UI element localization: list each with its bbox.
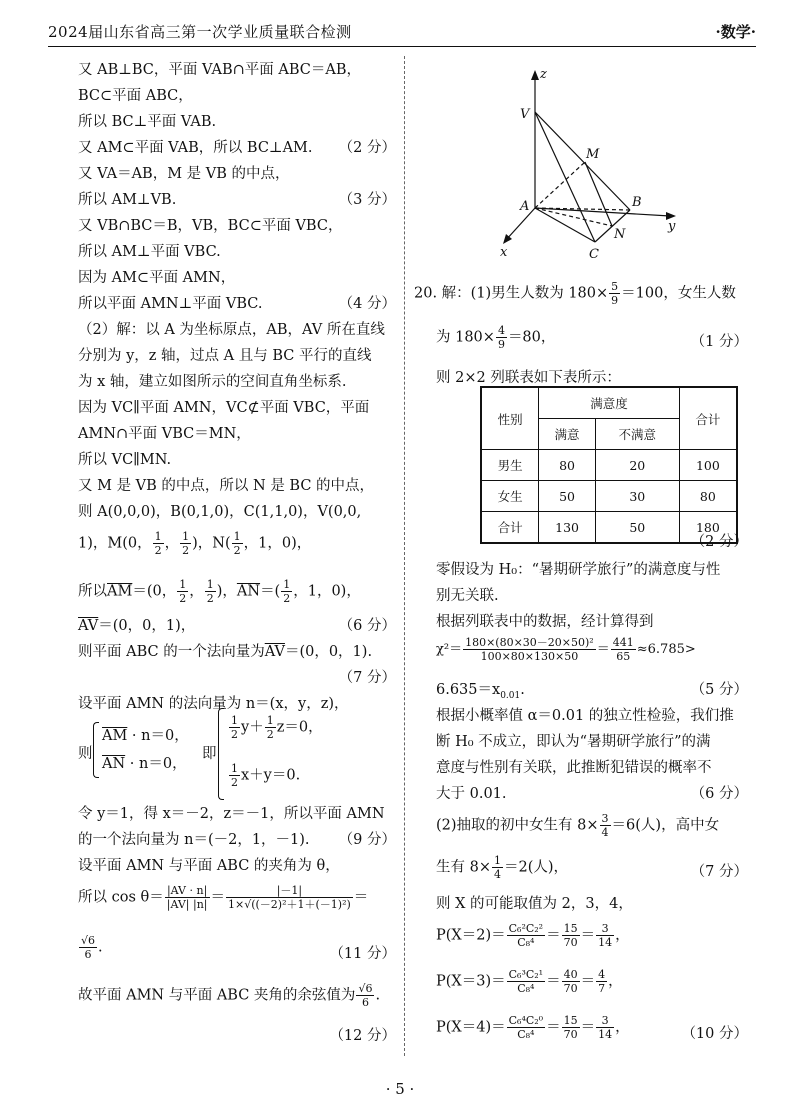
table-cell: 女生 [481, 481, 539, 512]
vector-am: $\overline{AM}$ [107, 583, 133, 600]
text-line: 又 M 是 VB 的中点，所以 N 是 BC 的中点， [78, 478, 375, 494]
score-mark: （7 分） [338, 670, 396, 686]
column-divider [404, 56, 405, 1056]
text-span: ＝( [260, 583, 281, 600]
fraction: $\frac{15}{70}$ [563, 1014, 578, 1041]
score-mark: （1 分） [690, 334, 748, 350]
score-mark: （6 分） [338, 618, 396, 634]
fraction: $\frac{\text{C₆³C₂¹}}{\text{C₈⁴}}$ [508, 968, 544, 995]
text-line: 又 VB∩BC＝B，VB，BC⊂平面 VBC， [78, 218, 343, 234]
fraction: $\frac{|-1|}{\text{1×√((－2)²＋1＋(－1)²)}}$ [228, 884, 351, 911]
equation [228, 714, 323, 741]
table-header: 合计 [679, 387, 737, 450]
figure-label: y [668, 219, 676, 234]
text-span: 所以 cos θ＝ [78, 889, 164, 906]
figure-label: A [520, 199, 530, 214]
table-cell: 180 [679, 512, 737, 544]
text-span: 即 [202, 746, 217, 762]
page-header [48, 18, 756, 47]
text-span: (0， [122, 535, 152, 552]
equation [228, 762, 300, 789]
text-line: AMN∩平面 VBC＝MN， [78, 426, 251, 442]
text-span: 20. 解：(1)男生人数为 180× [414, 285, 609, 302]
text-span: ， [189, 583, 204, 600]
text-span: . [375, 987, 381, 1004]
z-arrow [531, 70, 539, 80]
text-span: ＝ [546, 1019, 561, 1036]
text-line: 的一个法向量为 n＝(－2，1，－1). [78, 832, 310, 848]
table-cell: 30 [595, 481, 679, 512]
fraction-half: $\frac{1}{2}$ [179, 578, 187, 605]
table-row [481, 481, 737, 512]
table-cell: 20 [595, 450, 679, 481]
score-mark: （9 分） [338, 832, 396, 848]
equation [102, 724, 189, 745]
fraction-half: $\frac{1}{2}$ [233, 530, 241, 557]
text-line: 分别为 y，z 轴，过点 A 且与 BC 平行的直线 [78, 348, 372, 364]
contingency-table [480, 386, 738, 544]
text-span: ( [224, 535, 231, 552]
result-line [78, 934, 103, 961]
text-span: ，1，0)， [243, 535, 312, 552]
fraction: $\frac{\text{C₆²C₂²}}{\text{C₈⁴}}$ [508, 922, 544, 949]
text-line: 设平面 AMN 的法向量为 n＝(x，y，z)， [78, 696, 349, 712]
text-line [436, 854, 568, 881]
score-mark: （7 分） [690, 864, 748, 880]
text-line: BC⊂平面 ABC， [78, 88, 193, 104]
figure-label: N [614, 227, 626, 242]
text-line: 设平面 AMN 与平面 ABC 的夹角为 θ， [78, 858, 340, 874]
probability-line [436, 968, 623, 995]
table-cell: 合计 [481, 512, 539, 544]
text-line: 断 H₀ 不成立，即认为“暑期研学旅行”的满 [436, 734, 711, 750]
probability-line [436, 1014, 630, 1041]
fraction-half: $\frac{1}{2}$ [182, 530, 190, 557]
fraction-half: $\frac{1}{2}$ [231, 762, 238, 789]
fraction: $\frac{4}{7}$ [598, 968, 606, 995]
vector-an: $\overline{AN}$ [102, 756, 126, 772]
text-span: ＝80， [507, 329, 556, 346]
score-mark: （2 分） [690, 534, 748, 550]
vectors-line [78, 578, 361, 605]
text-span: ＝(0， [132, 583, 177, 600]
text-line: 根据小概率值 α＝0.01 的独立性检验，我们推 [436, 708, 734, 724]
text-line: （2）解：以 A 为坐标原点，AB，AV 所在直线 [78, 322, 385, 338]
text-line: 则 2×2 列联表如下表所示： [436, 370, 621, 386]
text-line: 大于 0.01. [436, 786, 507, 802]
text-span: (2)抽取的初中女生有 8× [436, 817, 599, 834]
fraction-half: $\frac{1}{2}$ [206, 578, 214, 605]
text-span: x＋y＝0. [241, 767, 301, 784]
fraction: $\frac{3}{14}$ [598, 922, 613, 949]
text-span: · n＝0， [125, 756, 187, 772]
fraction: $\frac{40}{70}$ [563, 968, 578, 995]
text-span: )， [216, 583, 237, 600]
figure-label: C [589, 247, 599, 260]
text-span: ＝100，女生人数 [621, 285, 736, 302]
text-line [414, 280, 736, 307]
text-span: 为 180× [436, 329, 495, 346]
text-span: ＝ [580, 973, 596, 990]
fraction-half: $\frac{1}{2}$ [283, 578, 291, 605]
fraction: $\frac{3}{14}$ [598, 1014, 613, 1041]
fraction: $\frac{|AV \cdot n|}{|AV| |n|}$ [166, 884, 208, 911]
fraction-sqrt6-6: $\frac{√6}{6}$ [358, 982, 373, 1009]
text-line: 意度与性别有关联，此推断犯错误的概率不 [436, 760, 712, 776]
brace [218, 708, 224, 800]
chi-square-formula [436, 636, 696, 663]
text-span: P(X＝4)＝ [436, 1019, 506, 1036]
fraction-half: $\frac{1}{2}$ [231, 714, 238, 741]
text-line [436, 812, 719, 839]
text-span: ＝ [596, 642, 610, 657]
table-header: 不满意 [595, 419, 679, 450]
coordinates-line [78, 530, 311, 557]
text-span: ＝(0，0，1)， [98, 618, 196, 634]
conclusion-line [78, 982, 380, 1009]
score-mark: （6 分） [690, 786, 748, 802]
fraction-half: $\frac{1}{2}$ [266, 714, 274, 741]
table-cell: 130 [539, 512, 596, 544]
page-number: · 5 · [385, 1080, 415, 1098]
header-subject: ·数学· [715, 23, 756, 41]
text-line: 又 AM⊂平面 VAB，所以 BC⊥AM. [78, 140, 313, 156]
equation [102, 752, 187, 773]
score-mark: （3 分） [338, 192, 396, 208]
vector-am: $\overline{AM}$ [102, 728, 128, 744]
text-line [436, 678, 525, 701]
fraction: $\frac{1}{4}$ [493, 854, 501, 881]
text-span: 则平面 ABC 的一个法向量为 [78, 644, 265, 660]
fraction: $\frac{\text{180×(80×30－20×50)²}}{100\times 80\times 130\times 50}$ [465, 636, 594, 663]
segment-mn [585, 162, 612, 226]
text-span: ≈6.785> [636, 642, 696, 657]
score-mark: （11 分） [329, 946, 396, 962]
fraction: $\frac{441}{65}$ [612, 636, 634, 663]
text-span: ＝2(人)， [503, 859, 569, 876]
text-span: P(X＝2)＝ [436, 927, 506, 944]
text-span: ＝ [353, 889, 369, 906]
score-mark: （2 分） [338, 140, 396, 156]
text-line: 零假设为 H₀：“暑期研学旅行”的满意度与性 [436, 562, 721, 578]
text-span: χ²＝ [436, 642, 463, 657]
fraction: $\frac{15}{70}$ [563, 922, 578, 949]
text-span: z＝0， [276, 719, 323, 736]
text-span: ， [615, 1019, 630, 1036]
vector-av: $\overline{AV}$ [78, 618, 99, 634]
text-span: ＝(0，0，1). [284, 644, 373, 660]
text-span: ， [164, 535, 180, 552]
text-line: 令 y＝1，得 x＝－2，z＝－1，所以平面 AMN [78, 806, 385, 822]
table-cell: 80 [539, 450, 596, 481]
text-line: 则 X 的可能取值为 2，3，4， [436, 896, 633, 912]
probability-line [436, 922, 630, 949]
fraction: $\frac{\text{C₆⁴C₂⁰}}{\text{C₈⁴}}$ [508, 1014, 544, 1041]
fraction: $\frac{5}{9}$ [611, 280, 619, 307]
text-span: ， [608, 973, 623, 990]
text-line: 所以 BC⊥平面 VAB. [78, 114, 217, 130]
table-cell: 男生 [481, 450, 539, 481]
segment-am [535, 162, 585, 208]
text-line: 则 A(0,0,0)，B(0,1,0)，C(1,1,0)，V(0,0, [78, 504, 362, 520]
fraction-sqrt6-6: $\frac{√6}{6}$ [81, 934, 96, 961]
vector-av: $\overline{AV}$ [264, 644, 285, 660]
text-span: )，N [192, 535, 225, 552]
text-span: 所以 [78, 583, 107, 600]
table-cell: 50 [539, 481, 596, 512]
brace [93, 722, 99, 778]
text-line: 又 VA＝AB，M 是 VB 的中点， [78, 166, 290, 182]
figure-label: x [500, 245, 508, 260]
text-line: 别无关联. [436, 588, 499, 604]
text-line [78, 640, 372, 661]
figure-label: V [520, 107, 530, 122]
table-header: 满意 [539, 419, 596, 450]
text-line: 所以 VC∥MN. [78, 452, 172, 468]
text-span: y＋ [241, 719, 264, 736]
text-line [436, 324, 555, 351]
figure-label: z [540, 67, 547, 82]
text-line [78, 614, 195, 635]
text-line: 所以 AM⊥VB. [78, 192, 177, 208]
text-line: 根据列联表中的数据，经计算得到 [436, 614, 654, 630]
figure-label: M [586, 147, 600, 162]
score-mark: （10 分） [681, 1026, 748, 1042]
score-mark: （12 分） [329, 1028, 396, 1044]
text-span: 则 [78, 746, 93, 762]
text-span: ＝ [210, 889, 225, 906]
text-span: 6.635＝x [436, 682, 501, 698]
edge-ac [535, 208, 595, 242]
text-span: 生有 8× [436, 859, 491, 876]
table-cell: 50 [595, 512, 679, 544]
table-header: 性别 [481, 387, 539, 450]
edge-vb [535, 112, 630, 210]
table-cell: 80 [679, 481, 737, 512]
text-line: 又 AB⊥BC，平面 VAB∩平面 ABC＝AB， [78, 62, 361, 78]
text-line: 因为 VC∥平面 AMN，VC⊄平面 VBC，平面 [78, 400, 370, 416]
score-mark: （5 分） [690, 682, 748, 698]
fraction: $\frac{4}{9}$ [497, 324, 505, 351]
text-span: . [98, 939, 103, 956]
edge-vc [535, 112, 595, 242]
cosine-formula [78, 884, 368, 911]
text-span: P(X＝3)＝ [436, 973, 506, 990]
text-span: ，1，0)， [293, 583, 361, 600]
fraction: $\frac{3}{4}$ [601, 812, 609, 839]
text-span: 1)，M [78, 535, 123, 552]
text-span: · n＝0， [127, 728, 189, 744]
text-span: ＝6(人)，高中女 [611, 817, 720, 834]
pyramid-figure [500, 64, 700, 260]
vector-an: $\overline{AN}$ [236, 583, 261, 600]
text-span: ＝ [580, 1019, 596, 1036]
text-span: ＝ [580, 927, 596, 944]
text-line: 所以平面 AMN⊥平面 VBC. [78, 296, 263, 312]
score-mark: （4 分） [338, 296, 396, 312]
table-cell: 100 [679, 450, 737, 481]
text-span: ＝ [546, 973, 561, 990]
table-header: 满意度 [539, 387, 680, 419]
text-line: 因为 AM⊂平面 AMN， [78, 270, 236, 286]
figure-label: B [632, 195, 642, 210]
text-span: ＝ [546, 927, 561, 944]
header-title: 2024届山东省高三第一次学业质量联合检测 [48, 23, 352, 41]
y-axis [535, 208, 670, 216]
text-span: ， [615, 927, 630, 944]
text-span: . [520, 682, 525, 698]
text-span: 故平面 AMN 与平面 ABC 夹角的余弦值为 [78, 987, 356, 1004]
subscript: 0.01 [500, 690, 521, 701]
text-line: 所以 AM⊥平面 VBC. [78, 244, 221, 260]
table-row [481, 450, 737, 481]
text-line: 为 x 轴，建立如图所示的空间直角坐标系. [78, 374, 347, 390]
fraction-half: $\frac{1}{2}$ [154, 530, 162, 557]
